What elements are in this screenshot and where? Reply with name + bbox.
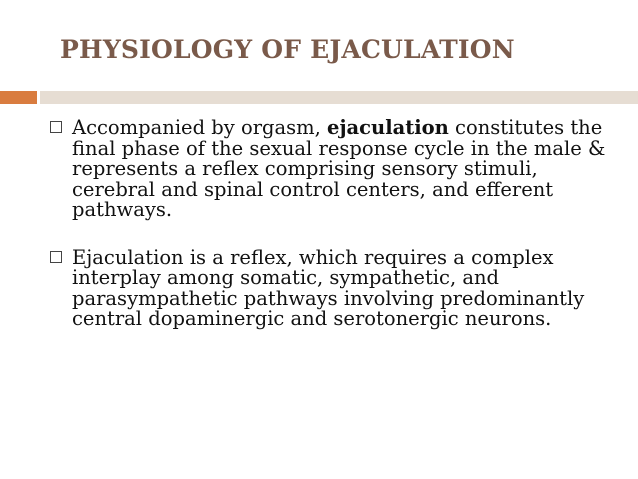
slide-title: PHYSIOLOGY OF EJACULATION bbox=[60, 35, 515, 64]
accent-bar-beige bbox=[40, 91, 638, 104]
bullet-list bbox=[50, 118, 620, 330]
bullet-item-orgasm bbox=[50, 118, 620, 221]
bullet-item-reflex bbox=[50, 245, 620, 330]
accent-bar-orange bbox=[0, 91, 37, 104]
bullet-1-emphasis: ejaculation bbox=[327, 116, 449, 139]
bullet-1-lead: Accompanied by orgasm, bbox=[72, 116, 328, 139]
square-bullet-icon bbox=[50, 251, 62, 263]
square-bullet-icon bbox=[50, 121, 62, 133]
bullet-2-text: Ejaculation is a reflex, which requires a complex interplay among somatic, sympathetic, and parasympathetic pathways involving predominantly central dopaminergic and serotonergic neurons. bbox=[72, 245, 585, 330]
bullet-1-rest: constitutes the final phase of the sexual response cycle in the male & represents a reflex comprising sensory stimuli, cerebral and spinal control centers, and efferent pathways. bbox=[72, 116, 606, 221]
